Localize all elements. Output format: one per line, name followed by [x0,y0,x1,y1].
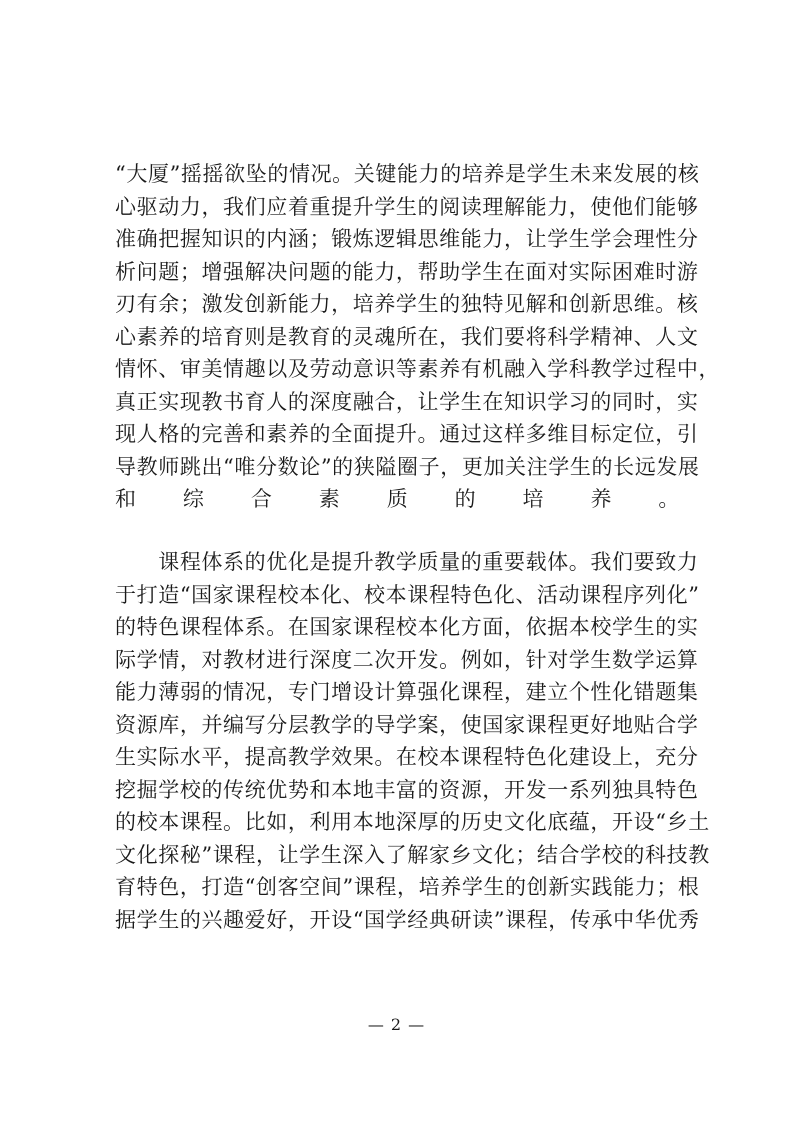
paragraph-line: 际 学 情 ， 对 教 材 进 行 深 度 二 次 开 发 。 例 如 ， 针 对 学 生 数 学 运 算 [115,647,699,672]
paragraph-line: 刃 有 余 ； 激 发 创 新 能 力 ， 培 养 学 生 的 独 特 见 解 和 创 新 思 维 。 核 [115,292,699,316]
paragraph-line-last: 和综合素质的培养。 [115,487,680,511]
paragraph-line: 的 校 本 课 程 。 比 如 ， 利 用 本 地 深 厚 的 历 史 文 化 底 蕴 ， 开 设 “ 乡 土 [115,810,710,834]
paragraph-line: 真 正 实 现 教 书 育 人 的 深 度 融 合 ， 让 学 生 在 知 识 学 习 的 同 时 ， 实 [115,389,699,414]
paragraph-line: 文 化 探 秘 ” 课 程 ， 让 学 生 深 入 了 解 家 乡 文 化 ； 结 合 学 校 的 科 技 教 [115,842,710,867]
paragraph-line: 生 实 际 水 平 ， 提 高 教 学 效 果 。 在 校 本 课 程 特 色 化 建 设 上 ， 充 分 [115,745,699,769]
paragraph-line: 心 驱 动 力 ， 我 们 应 着 重 提 升 学 生 的 阅 读 理 解 能 力 ， 使 他 们 能 够 [115,194,699,219]
paragraph-line: 于 打 造 “ 国 家 课 程 校 本 化 、 校 本 课 程 特 色 化 、 活 动 课 程 序 列 化 ” [115,582,700,607]
paragraph-line: 的 特 色 课 程 体 系 。 在 国 家 课 程 校 本 化 方 面 ， 依 据 本 校 学 生 的 实 [115,615,699,639]
paragraph-1 [115,158,721,516]
paragraph-line-indent: 课 程 体 系 的 优 化 是 提 升 教 学 质 量 的 重 要 载 体 。 我 们 要 致 力 [158,550,699,574]
paragraph-line: “ 大 厦 ” 摇 摇 欲 坠 的 情 况 。 关 键 能 力 的 培 养 是 学 生 未 来 发 展 的 核 [115,162,700,186]
paragraph-2 [115,546,710,936]
paragraph-line: 据 学 生 的 兴 趣 爱 好 ， 开 设 “ 国 学 经 典 研 读 ” 课 程 ， 传 承 中 华 优 秀 [115,907,700,932]
paragraph-line: 资 源 库 ， 并 编 写 分 层 教 学 的 导 学 案 ， 使 国 家 课 程 更 好 地 贴 合 学 [115,712,699,737]
paragraph-line: 准 确 把 握 知 识 的 内 涵 ； 锻 炼 逻 辑 思 维 能 力 ， 让 学 生 学 会 理 性 分 [115,227,699,251]
paragraph-line: 能 力 薄 弱 的 情 况 ， 专 门 增 设 计 算 强 化 课 程 ， 建 立 个 性 化 错 题 集 [115,680,699,704]
paragraph-line: 析 问 题 ； 增 强 解 决 问 题 的 能 力 ， 帮 助 学 生 在 面 对 实 际 困 难 时 游 [115,259,699,284]
paragraph-line: 育 特 色 ， 打 造 “ 创 客 空 间 ” 课 程 ， 培 养 学 生 的 创 新 实 践 能 力 ； 根 [115,875,700,899]
paragraph-line: 心 素 养 的 培 育 则 是 教 育 的 灵 魂 所 在 ， 我 们 要 将 科 学 精 神 、 人 文 [115,324,699,349]
page-number: — 2 — [367,1015,426,1034]
paragraph-line: 情 怀 、 审 美 情 趣 以 及 劳 动 意 识 等 素 养 有 机 融 入 学 科 教 学 过 程 中 ， [115,357,721,381]
paragraph-line: 导 教 师 跳 出 “ 唯 分 数 论 ” 的 狭 隘 圈 子 ， 更 加 关 注 学 生 的 长 远 发 展 [115,454,700,479]
paragraph-line: 现 人 格 的 完 善 和 素 养 的 全 面 提 升 。 通 过 这 样 多 维 目 标 定 位 ， 引 [115,422,699,446]
paragraph-line: 挖 掘 学 校 的 传 统 优 势 和 本 地 丰 富 的 资 源 ， 开 发 一 系 列 独 具 特 色 [115,777,699,802]
